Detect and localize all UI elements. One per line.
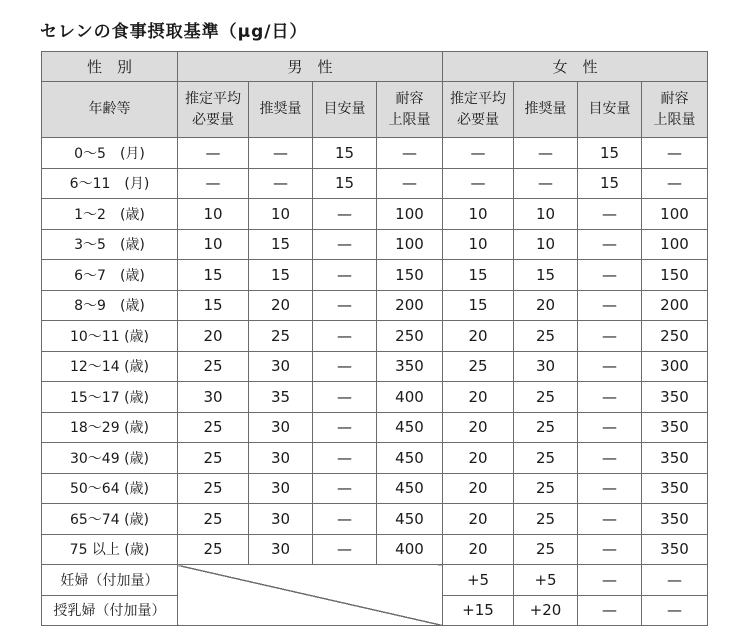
pregnant-label: 妊婦（付加量） bbox=[42, 565, 178, 596]
value-cell: 10 bbox=[443, 199, 514, 230]
value-cell: — bbox=[642, 565, 708, 596]
value-cell: 30 bbox=[178, 382, 249, 413]
value-cell: — bbox=[313, 534, 377, 565]
value-cell: — bbox=[578, 260, 642, 291]
value-cell: 200 bbox=[642, 290, 708, 321]
value-cell: 20 bbox=[249, 290, 313, 321]
value-cell: 150 bbox=[377, 260, 443, 291]
age-cell: 75 以上 (歳) bbox=[42, 534, 178, 565]
value-cell: 20 bbox=[178, 321, 249, 352]
value-cell: 10 bbox=[249, 199, 313, 230]
value-cell: 25 bbox=[178, 412, 249, 443]
value-cell: — bbox=[313, 290, 377, 321]
value-cell: 25 bbox=[514, 382, 578, 413]
value-cell: 25 bbox=[514, 321, 578, 352]
value-cell: 100 bbox=[642, 229, 708, 260]
value-cell: 30 bbox=[249, 412, 313, 443]
header-row-columns bbox=[42, 82, 708, 138]
value-cell: 350 bbox=[642, 382, 708, 413]
value-cell: 150 bbox=[642, 260, 708, 291]
value-cell: 300 bbox=[642, 351, 708, 382]
value-cell: 200 bbox=[377, 290, 443, 321]
value-cell: — bbox=[514, 168, 578, 199]
sex-label: 性 別 bbox=[42, 52, 178, 82]
value-cell: 10 bbox=[178, 229, 249, 260]
age-cell: 10～11 (歳) bbox=[42, 321, 178, 352]
value-cell: 25 bbox=[178, 443, 249, 474]
value-cell: — bbox=[578, 321, 642, 352]
value-cell: 20 bbox=[443, 473, 514, 504]
value-cell: — bbox=[249, 168, 313, 199]
value-cell: 25 bbox=[178, 504, 249, 535]
value-cell: — bbox=[313, 260, 377, 291]
value-cell: 15 bbox=[313, 168, 377, 199]
value-cell: — bbox=[313, 504, 377, 535]
female-rda-header: 推奨量 bbox=[514, 82, 578, 138]
value-cell: — bbox=[642, 168, 708, 199]
value-cell: — bbox=[377, 168, 443, 199]
value-cell: — bbox=[578, 351, 642, 382]
table-row bbox=[42, 321, 708, 352]
value-cell: 30 bbox=[249, 504, 313, 535]
male-not-applicable-cell bbox=[178, 565, 443, 626]
value-cell: — bbox=[578, 534, 642, 565]
value-cell: 15 bbox=[249, 260, 313, 291]
value-cell: +5 bbox=[443, 565, 514, 596]
value-cell: — bbox=[313, 382, 377, 413]
value-cell: 30 bbox=[249, 534, 313, 565]
age-cell: 12～14 (歳) bbox=[42, 351, 178, 382]
value-cell: 350 bbox=[377, 351, 443, 382]
value-cell: 25 bbox=[514, 504, 578, 535]
value-cell: 15 bbox=[578, 138, 642, 169]
value-cell: 450 bbox=[377, 504, 443, 535]
value-cell: 20 bbox=[443, 443, 514, 474]
value-cell: — bbox=[578, 443, 642, 474]
value-cell: — bbox=[313, 229, 377, 260]
value-cell: 20 bbox=[443, 412, 514, 443]
value-cell: 100 bbox=[377, 199, 443, 230]
value-cell: 15 bbox=[178, 260, 249, 291]
header-row-sex bbox=[42, 52, 708, 82]
value-cell: 25 bbox=[249, 321, 313, 352]
value-cell: — bbox=[313, 412, 377, 443]
table-row bbox=[42, 138, 708, 169]
value-cell: 20 bbox=[514, 290, 578, 321]
age-cell: 6～11 (月) bbox=[42, 168, 178, 199]
value-cell: 20 bbox=[443, 321, 514, 352]
value-cell: — bbox=[578, 473, 642, 504]
male-ear-header: 推定平均 必要量 bbox=[178, 82, 249, 138]
value-cell: — bbox=[178, 168, 249, 199]
selenium-intake-table-container bbox=[41, 51, 708, 626]
value-cell: 350 bbox=[642, 412, 708, 443]
page-title: セレンの食事摂取基準（μg/日） bbox=[40, 22, 308, 42]
value-cell: — bbox=[642, 138, 708, 169]
lactating-label: 授乳婦（付加量） bbox=[42, 595, 178, 626]
value-cell: 25 bbox=[514, 412, 578, 443]
age-cell: 30～49 (歳) bbox=[42, 443, 178, 474]
male-header: 男 性 bbox=[178, 52, 443, 82]
table-row bbox=[42, 290, 708, 321]
age-cell: 18～29 (歳) bbox=[42, 412, 178, 443]
value-cell: 10 bbox=[178, 199, 249, 230]
value-cell: 250 bbox=[377, 321, 443, 352]
age-cell: 3～5 (歳) bbox=[42, 229, 178, 260]
value-cell: 30 bbox=[514, 351, 578, 382]
age-cell: 0～5 (月) bbox=[42, 138, 178, 169]
value-cell: 25 bbox=[514, 473, 578, 504]
age-cell: 1～2 (歳) bbox=[42, 199, 178, 230]
value-cell: 30 bbox=[249, 473, 313, 504]
value-cell: +5 bbox=[514, 565, 578, 596]
value-cell: — bbox=[313, 443, 377, 474]
value-cell: 30 bbox=[249, 443, 313, 474]
female-header: 女 性 bbox=[443, 52, 708, 82]
table-row bbox=[42, 260, 708, 291]
value-cell: +15 bbox=[443, 595, 514, 626]
table-row bbox=[42, 168, 708, 199]
male-ul-header: 耐容 上限量 bbox=[377, 82, 443, 138]
age-cell: 6～7 (歳) bbox=[42, 260, 178, 291]
value-cell: 20 bbox=[443, 382, 514, 413]
value-cell: 30 bbox=[249, 351, 313, 382]
age-cell: 8～9 (歳) bbox=[42, 290, 178, 321]
value-cell: 350 bbox=[642, 534, 708, 565]
value-cell: — bbox=[578, 382, 642, 413]
female-ai-header: 目安量 bbox=[578, 82, 642, 138]
value-cell: 25 bbox=[443, 351, 514, 382]
table-row bbox=[42, 199, 708, 230]
table-row-pregnant bbox=[42, 565, 708, 596]
value-cell: 450 bbox=[377, 473, 443, 504]
value-cell: 15 bbox=[313, 138, 377, 169]
value-cell: — bbox=[178, 138, 249, 169]
age-label: 年齢等 bbox=[42, 82, 178, 138]
value-cell: 400 bbox=[377, 382, 443, 413]
value-cell: 10 bbox=[514, 229, 578, 260]
value-cell: — bbox=[578, 290, 642, 321]
value-cell: 250 bbox=[642, 321, 708, 352]
value-cell: 25 bbox=[178, 534, 249, 565]
value-cell: — bbox=[313, 351, 377, 382]
value-cell: 15 bbox=[443, 260, 514, 291]
value-cell: 35 bbox=[249, 382, 313, 413]
value-cell: 25 bbox=[514, 443, 578, 474]
value-cell: — bbox=[443, 168, 514, 199]
table-row bbox=[42, 382, 708, 413]
value-cell: 10 bbox=[514, 199, 578, 230]
value-cell: 25 bbox=[178, 473, 249, 504]
age-cell: 15～17 (歳) bbox=[42, 382, 178, 413]
male-ai-header: 目安量 bbox=[313, 82, 377, 138]
value-cell: 450 bbox=[377, 443, 443, 474]
value-cell: 15 bbox=[514, 260, 578, 291]
value-cell: — bbox=[578, 199, 642, 230]
value-cell: — bbox=[313, 199, 377, 230]
value-cell: 15 bbox=[443, 290, 514, 321]
age-cell: 65～74 (歳) bbox=[42, 504, 178, 535]
value-cell: 450 bbox=[377, 412, 443, 443]
value-cell: 15 bbox=[249, 229, 313, 260]
value-cell: 350 bbox=[642, 504, 708, 535]
value-cell: — bbox=[313, 321, 377, 352]
value-cell: 100 bbox=[642, 199, 708, 230]
value-cell: — bbox=[313, 473, 377, 504]
value-cell: 100 bbox=[377, 229, 443, 260]
table-row bbox=[42, 534, 708, 565]
value-cell: 25 bbox=[178, 351, 249, 382]
male-rda-header: 推奨量 bbox=[249, 82, 313, 138]
value-cell: 20 bbox=[443, 504, 514, 535]
table-row bbox=[42, 412, 708, 443]
value-cell: +20 bbox=[514, 595, 578, 626]
table-row bbox=[42, 473, 708, 504]
table-row bbox=[42, 229, 708, 260]
age-cell: 50～64 (歳) bbox=[42, 473, 178, 504]
value-cell: — bbox=[578, 229, 642, 260]
value-cell: — bbox=[642, 595, 708, 626]
value-cell: — bbox=[377, 138, 443, 169]
value-cell: 400 bbox=[377, 534, 443, 565]
value-cell: 350 bbox=[642, 443, 708, 474]
value-cell: — bbox=[578, 504, 642, 535]
female-ear-header: 推定平均 必要量 bbox=[443, 82, 514, 138]
value-cell: — bbox=[578, 412, 642, 443]
value-cell: 25 bbox=[514, 534, 578, 565]
value-cell: 15 bbox=[578, 168, 642, 199]
value-cell: — bbox=[578, 595, 642, 626]
value-cell: 10 bbox=[443, 229, 514, 260]
value-cell: — bbox=[249, 138, 313, 169]
value-cell: — bbox=[443, 138, 514, 169]
table-row bbox=[42, 504, 708, 535]
female-ul-header: 耐容 上限量 bbox=[642, 82, 708, 138]
table-row bbox=[42, 351, 708, 382]
value-cell: 350 bbox=[642, 473, 708, 504]
value-cell: 20 bbox=[443, 534, 514, 565]
selenium-intake-table bbox=[41, 51, 708, 626]
value-cell: 15 bbox=[178, 290, 249, 321]
value-cell: — bbox=[578, 565, 642, 596]
value-cell: — bbox=[514, 138, 578, 169]
table-row bbox=[42, 443, 708, 474]
